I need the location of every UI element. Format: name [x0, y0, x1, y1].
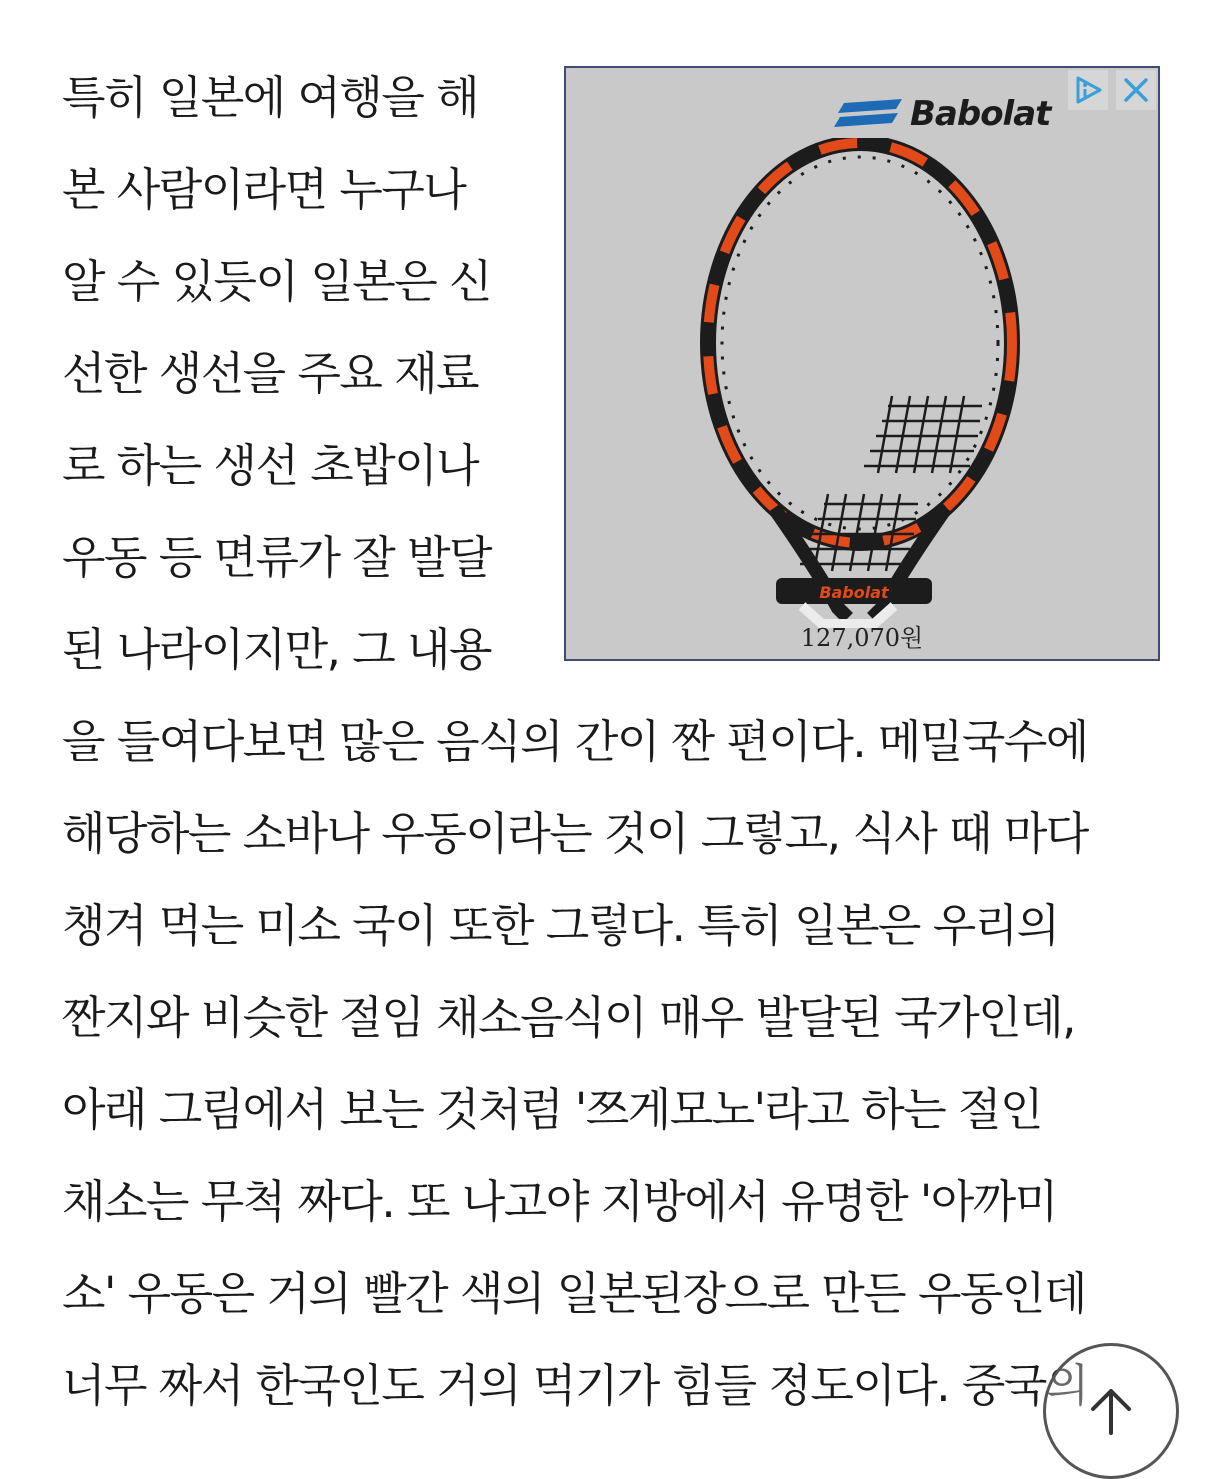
article-line: 선한 생선을 주요 재료	[62, 347, 479, 400]
ad-banner[interactable]	[564, 66, 1160, 661]
article-line: 챙겨 먹는 미소 국이 또한 그렇다. 특히 일본은 우리의	[62, 899, 1059, 952]
ad-price: 127,070원	[800, 624, 924, 652]
article-line: 우동 등 면류가 잘 발달	[62, 531, 491, 584]
article-line: 특히 일본에 여행을 해	[62, 71, 479, 124]
tennis-racket-image	[626, 138, 1102, 628]
article-line: 소' 우동은 거의 빨간 색의 일본된장으로 만든 우동인데	[62, 1267, 1086, 1320]
scroll-to-top-button[interactable]	[1043, 1343, 1179, 1479]
article-line: 채소는 무척 짜다. 또 나고야 지방에서 유명한 '아까미	[62, 1175, 1057, 1228]
brand-logo	[834, 94, 1050, 134]
svg-text:Babolat: Babolat	[819, 583, 889, 602]
babolat-mark-icon	[834, 97, 904, 131]
article-line: 짠지와 비슷한 절임 채소음식이 매우 발달된 국가인데,	[62, 991, 1075, 1044]
article-line: 해당하는 소바나 우동이라는 것이 그렇고, 식사 때 마다	[62, 807, 1088, 860]
article-line: 본 사람이라면 누구나	[62, 163, 466, 216]
article-line: 알 수 있듯이 일본은 신	[62, 255, 491, 308]
adchoices-icon[interactable]	[1068, 70, 1108, 110]
arrow-up-icon	[1081, 1381, 1141, 1441]
article-line: 아래 그림에서 보는 것처럼 '쯔게모노'라고 하는 절인	[62, 1083, 1042, 1136]
close-icon[interactable]	[1116, 70, 1156, 110]
article-line: 로 하는 생선 초밥이나	[62, 439, 479, 492]
brand-name: Babolat	[910, 94, 1051, 134]
article-line: 너무 짜서 한국인도 거의 먹기가 힘들 정도이다. 중국의	[62, 1359, 1088, 1412]
article-line: 된 나라이지만, 그 내용	[62, 623, 491, 676]
article-line: 을 들여다보면 많은 음식의 간이 짠 편이다. 메밀국수에	[62, 715, 1088, 768]
ad-controls	[1064, 70, 1156, 110]
